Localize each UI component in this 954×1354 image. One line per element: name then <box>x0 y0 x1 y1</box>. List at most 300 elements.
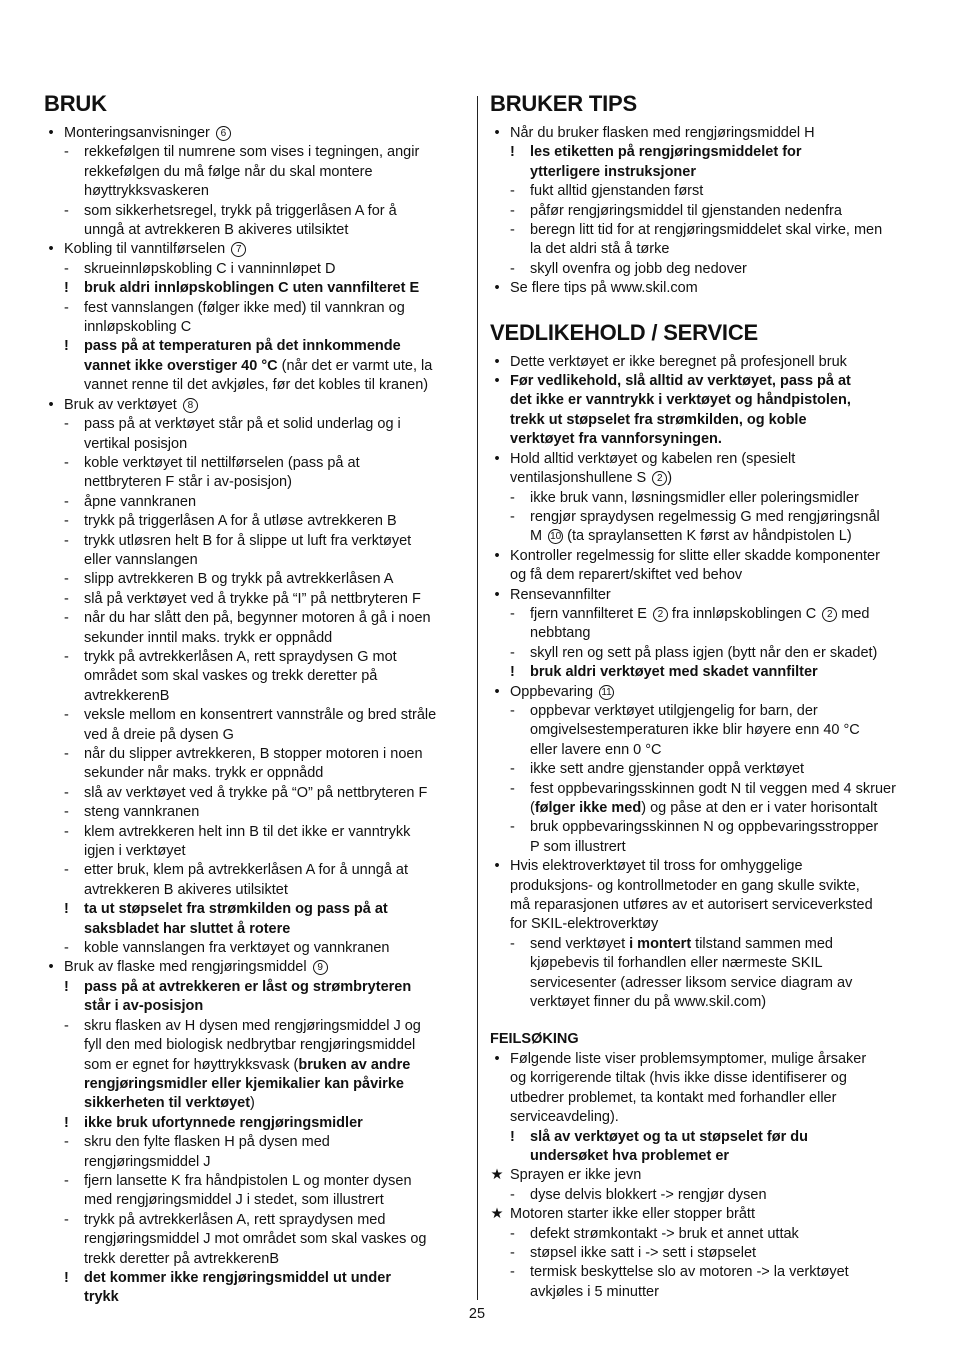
list-item-continuation <box>490 1069 915 1088</box>
dash-marker: - <box>510 202 515 219</box>
list-item-continuation <box>44 764 469 783</box>
item-text: koble vannslangen fra verktøyet og vannkranen <box>84 940 390 957</box>
list-item <box>490 760 915 779</box>
item-text: servicesenter (adresser liksom service diagram av <box>530 974 853 991</box>
bullet-marker: • <box>494 373 500 390</box>
item-text: Sprayen er ikke jevn <box>510 1167 642 1184</box>
figure-reference-number: 6 <box>216 126 231 141</box>
feilsoking-list <box>490 1050 915 1302</box>
figure-reference-number: 7 <box>231 242 246 257</box>
item-text: kjøpebevis til forhandlen eller nærmeste SKIL <box>530 955 823 972</box>
item-text: åpne vannkranen <box>84 493 197 510</box>
item-text: skyll ren og sett på plass igjen (bytt når den er skadet) <box>530 644 878 661</box>
list-item <box>490 221 915 240</box>
item-text: nettbryteren F står i av-posisjon) <box>84 474 292 491</box>
bullet-marker: • <box>494 683 500 700</box>
list-item <box>490 644 915 663</box>
item-text: klem avtrekkeren helt inn B til det ikke er vanntrykk <box>84 823 411 840</box>
list-item-continuation <box>44 318 469 337</box>
item-text: unngå at avtrekkeren B akiveres utilsiktet <box>84 222 349 239</box>
item-text: Se flere tips på www.skil.com <box>510 280 698 297</box>
list-item <box>44 784 469 803</box>
figure-reference-number: 9 <box>313 960 328 975</box>
item-text: undersøket hva problemet er <box>530 1147 730 1164</box>
list-item <box>44 260 469 279</box>
list-item-continuation <box>44 997 469 1016</box>
item-text: når du har slått den på, begynner motoren å gå i noen <box>84 610 431 627</box>
item-text: ventilasjonshullene S <box>510 470 647 487</box>
list-item <box>490 780 915 799</box>
item-text: trykk utløsren helt B for å slippe ut luft fra verktøyet <box>84 532 412 549</box>
item-text: pass på at verktøyet står på et solid underlag og i <box>84 416 401 433</box>
item-text: M <box>530 528 543 545</box>
item-text-bold: følger ikke med <box>534 800 642 816</box>
list-item-continuation <box>44 182 469 201</box>
list-item <box>490 124 915 143</box>
item-text: veksle mellom en konsentrert vannstråle og bred stråle <box>84 707 437 724</box>
list-item-continuation <box>44 357 469 376</box>
list-item <box>44 861 469 880</box>
dash-marker: - <box>510 1225 515 1242</box>
dash-marker: - <box>64 1172 69 1189</box>
page-number: 25 <box>468 1306 486 1322</box>
list-item <box>490 683 915 702</box>
bullet-marker: • <box>48 125 54 141</box>
list-item-continuation <box>490 721 915 740</box>
item-text: bruk oppbevaringsskinnen N og oppbevaringsstropper <box>530 819 879 836</box>
item-text: avtrekkeren B akiveres utilsiktet <box>84 881 288 898</box>
item-text: utbedrer problemet, ta kontakt med forhandler eller <box>510 1089 837 1106</box>
list-item <box>490 279 915 298</box>
item-text: Bruk av flaske med rengjøringsmiddel <box>64 959 307 976</box>
list-item <box>490 202 915 221</box>
dash-marker: - <box>64 707 69 724</box>
list-item-continuation <box>44 842 469 861</box>
list-item <box>490 1186 915 1205</box>
item-text: dyse delvis blokkert -> rengjør dysen <box>530 1186 767 1203</box>
list-item-continuation <box>44 1056 469 1075</box>
list-item <box>490 353 915 372</box>
list-item-continuation <box>490 163 915 182</box>
dash-marker: - <box>510 702 515 719</box>
list-item <box>490 1263 915 1282</box>
warning-marker: ! <box>510 144 515 161</box>
list-item-continuation <box>44 473 469 492</box>
item-text: vannet renne til det avkjøles, før det kobles til kranen) <box>84 377 429 394</box>
item-text: Bruk av verktøyet <box>64 396 177 413</box>
item-text: eller lavere enn 0 °C <box>530 741 662 758</box>
dash-marker: - <box>64 144 69 161</box>
list-item-continuation <box>490 624 915 643</box>
bullet-marker: • <box>48 959 54 976</box>
item-text: oppbevar verktøyet utilgjengelig for barn, der <box>530 702 818 719</box>
warning-marker: ! <box>64 1114 69 1131</box>
item-text: nebbtang <box>530 625 591 642</box>
item-text: eller vannslangen <box>84 551 198 568</box>
list-item-continuation <box>490 527 915 546</box>
item-text: rengjøringsmiddel J <box>84 1153 211 1170</box>
list-item <box>44 454 469 473</box>
list-item <box>44 745 469 764</box>
item-text: for SKIL-elektroverktøy <box>510 916 659 933</box>
list-item <box>44 299 469 318</box>
item-text-bold: i montert <box>629 935 692 952</box>
list-item-continuation <box>44 1191 469 1210</box>
list-item-continuation <box>490 1147 915 1166</box>
list-item <box>44 590 469 609</box>
item-text: trekk ut støpselet fra strømkilden, og koble <box>510 411 807 428</box>
list-item-continuation <box>490 240 915 259</box>
item-text: serviceavdeling). <box>510 1109 619 1126</box>
dash-marker: - <box>510 780 515 797</box>
list-item-continuation <box>490 469 915 488</box>
dash-marker: - <box>64 1017 69 1034</box>
item-text: slå på verktøyet ved å trykke på “I” på nettbryteren F <box>84 590 421 607</box>
item-text: påfør rengjøringsmiddel til gjenstanden nedenfra <box>530 202 842 219</box>
item-text: termisk beskyttelse slo av motoren -> la verktøyet <box>530 1264 849 1281</box>
list-item <box>44 823 469 842</box>
section-title-vedlikehold: VEDLIKEHOLD / SERVICE <box>490 319 758 345</box>
item-text: ikke bruk ufortynnede rengjøringsmidler <box>84 1114 363 1131</box>
dash-marker: - <box>510 508 515 525</box>
list-item <box>490 605 915 624</box>
item-text: trykk på avtrekkerlåsen A, rett spraydysen med <box>84 1211 386 1228</box>
item-text: fra innløpskoblingen C <box>667 605 817 622</box>
bullet-marker: • <box>494 858 500 875</box>
list-item-continuation <box>44 881 469 900</box>
item-text: etter bruk, klem på avtrekkerlåsen A for å unngå at <box>84 862 409 879</box>
vedlikehold-list <box>490 353 915 1013</box>
dash-marker: - <box>510 1264 515 1281</box>
bruk-list <box>44 124 469 1308</box>
item-text: området som skal vaskes og trekk deretter på <box>84 668 378 685</box>
list-item-continuation <box>44 1036 469 1055</box>
list-item <box>490 489 915 508</box>
list-item-continuation <box>44 1094 469 1113</box>
item-text: må reparasjonen utføres av et autorisert serviceverksted <box>510 897 873 914</box>
list-item <box>44 124 469 143</box>
list-item <box>44 493 469 512</box>
list-item <box>490 1205 915 1224</box>
list-item <box>44 1269 469 1288</box>
item-text: steng vannkranen <box>84 804 200 821</box>
item-text: slipp avtrekkeren B og trykk på avtrekkerlåsen A <box>84 571 394 588</box>
item-text: verktøyet fra vannforsyningen. <box>510 431 722 448</box>
list-item-continuation <box>490 993 915 1012</box>
list-item <box>44 415 469 434</box>
item-text: omgivelsestemperaturen ikke blir høyere enn 40 °C <box>530 722 860 739</box>
item-text: send verktøyet <box>530 935 630 952</box>
dash-marker: - <box>64 590 69 607</box>
dash-marker: - <box>510 489 515 506</box>
dash-marker: - <box>64 1211 69 1228</box>
item-text: sekunder inntil maks. trykk er oppnådd <box>84 629 333 646</box>
dash-marker: - <box>510 819 515 836</box>
item-text: vannet ikke overstiger 40 °C <box>84 357 278 374</box>
item-text: bruk aldri innløpskoblingen C uten vannfilteret E <box>84 280 420 297</box>
item-text: beregn litt tid for at rengjøringsmiddelet skal virke, men <box>530 222 883 239</box>
warning-marker: ! <box>64 978 69 995</box>
list-item <box>490 702 915 721</box>
warning-marker: ! <box>64 901 69 918</box>
dash-marker: - <box>64 862 69 879</box>
list-item-continuation <box>44 920 469 939</box>
list-item-continuation <box>490 915 915 934</box>
dash-marker: - <box>510 935 515 952</box>
item-text: P som illustrert <box>530 838 626 855</box>
item-text: la det aldri stå å tørke <box>530 241 670 258</box>
item-text: koble verktøyet til nettilførselen (pass på at <box>84 454 360 471</box>
list-item-continuation <box>44 221 469 240</box>
item-text: innløpskobling C <box>84 319 192 336</box>
figure-reference-number: 2 <box>653 607 668 622</box>
figure-reference-number: 10 <box>550 531 562 543</box>
figure-reference-number: 2 <box>652 471 667 486</box>
dash-marker: - <box>64 260 69 277</box>
item-text: igjen i verktøyet <box>84 843 186 860</box>
warning-marker: ! <box>64 1269 69 1286</box>
list-item-continuation <box>44 667 469 686</box>
item-text: med rengjøringsmiddel J i stedet, som illustrert <box>84 1192 384 1209</box>
list-item-continuation <box>490 1108 915 1127</box>
list-item <box>490 260 915 279</box>
item-text: rekkefølgen du må følge når du skal montere <box>84 163 373 180</box>
item-text: ta ut støpselet fra strømkilden og pass på at <box>84 901 388 918</box>
bullet-marker: • <box>48 241 54 258</box>
figure-reference-number: 2 <box>822 607 837 622</box>
column-divider <box>477 96 478 1300</box>
dash-marker: - <box>64 823 69 840</box>
item-text: ) og påse at den er i vater horisontalt <box>641 800 878 816</box>
item-text: rekkefølgen til numrene som vises i tegningen, angir <box>84 144 420 161</box>
list-item <box>44 337 469 356</box>
list-item <box>44 609 469 628</box>
bullet-marker: • <box>494 280 500 297</box>
list-item-continuation <box>44 1288 469 1307</box>
list-item <box>44 279 469 298</box>
item-text: rengjøringsmidler eller kjemikalier kan påvirke <box>84 1075 404 1092</box>
item-text: fukt alltid gjenstanden først <box>530 183 704 200</box>
bullet-marker: • <box>48 396 54 413</box>
dash-marker: - <box>510 1244 515 1261</box>
bullet-marker: • <box>494 450 500 467</box>
item-text: sikkerheten til verktøyet <box>84 1095 251 1112</box>
item-text: saksbladet har sluttet å rotere <box>84 920 291 937</box>
dash-marker: - <box>64 493 69 510</box>
list-item-continuation <box>44 1075 469 1094</box>
list-item-continuation <box>44 376 469 395</box>
item-text: ikke bruk vann, løsningsmidler eller poleringsmidler <box>530 489 859 506</box>
item-text: det ikke er vanntrykk i verktøyet og håndpistolen, <box>510 392 851 409</box>
item-text: slå av verktøyet og ta ut støpselet før du <box>530 1128 808 1145</box>
warning-marker: ! <box>510 664 515 681</box>
item-text: Monteringsanvisninger <box>64 125 210 141</box>
list-item <box>44 396 469 415</box>
list-item-continuation <box>44 1153 469 1172</box>
dash-marker: - <box>64 202 69 219</box>
item-text: (ta spraylansetten K først av håndpistolen L) <box>563 528 852 545</box>
dash-marker: - <box>64 416 69 433</box>
dash-marker: - <box>64 648 69 665</box>
list-item <box>490 1244 915 1263</box>
list-item <box>44 978 469 997</box>
item-text: fjern lansette K fra håndpistolen L og monter dysen <box>84 1172 412 1189</box>
bullet-marker: • <box>494 547 500 564</box>
dash-marker: - <box>510 644 515 661</box>
list-item <box>490 857 915 876</box>
list-item <box>490 1166 915 1185</box>
list-item <box>490 935 915 954</box>
list-item-continuation <box>490 430 915 449</box>
item-text: pass på at temperaturen på det innkommende <box>84 338 401 355</box>
bullet-marker: • <box>494 125 500 141</box>
item-text: ( <box>530 800 535 816</box>
list-item <box>44 1133 469 1152</box>
list-item <box>490 1128 915 1147</box>
list-item <box>490 663 915 682</box>
section-title-feilsoking: FEILSØKING <box>490 1031 579 1048</box>
item-text: avtrekkerenB <box>84 687 170 704</box>
item-text: trykk på avtrekkerlåsen A, rett spraydysen G mot <box>84 648 397 665</box>
list-item <box>44 1114 469 1133</box>
list-item <box>490 1225 915 1244</box>
item-text: Dette verktøyet er ikke beregnet på profesjonell bruk <box>510 353 847 370</box>
item-text: ved å dreie på dysen G <box>84 726 234 743</box>
list-item <box>490 143 915 162</box>
bullet-marker: • <box>494 1050 500 1067</box>
list-item-continuation <box>44 163 469 182</box>
dash-marker: - <box>64 804 69 821</box>
list-item <box>490 586 915 605</box>
list-item-continuation <box>44 1230 469 1249</box>
dash-marker: - <box>64 1134 69 1151</box>
list-item-continuation <box>490 411 915 430</box>
item-text: vertikal posisjon <box>84 435 188 452</box>
item-text: når du slipper avtrekkeren, B stopper motoren i noen <box>84 746 423 762</box>
section-title-bruker-tips: BRUKER TIPS <box>490 91 637 116</box>
list-item-continuation <box>490 1089 915 1108</box>
list-item <box>44 1211 469 1230</box>
item-text: og få dem reparert/skiftet ved behov <box>510 567 743 584</box>
list-item <box>44 143 469 162</box>
item-text: Følgende liste viser problemsymptomer, mulige årsaker <box>510 1050 867 1067</box>
list-item <box>490 1050 915 1069</box>
item-text: les etiketten på rengjøringsmiddelet for <box>530 144 802 161</box>
item-text: produksjons- og kontrollmetoder en gang skulle svikte, <box>510 877 860 894</box>
list-item-continuation <box>490 838 915 857</box>
warning-marker: ! <box>510 1128 515 1145</box>
item-text: bruk aldri verktøyet med skadet vannfilter <box>530 664 818 681</box>
list-item-continuation <box>490 741 915 760</box>
list-item <box>44 202 469 221</box>
figure-reference-number: 8 <box>183 398 198 413</box>
list-item-continuation <box>490 974 915 993</box>
warning-marker: ! <box>64 280 69 297</box>
item-text: skru den fylte flasken H på dysen med <box>84 1134 330 1151</box>
list-item <box>44 512 469 531</box>
list-item-continuation <box>490 954 915 973</box>
list-item <box>490 818 915 837</box>
item-text: Oppbevaring <box>510 683 594 700</box>
dash-marker: - <box>64 532 69 549</box>
list-item <box>44 706 469 725</box>
right-column <box>490 90 915 1302</box>
item-text: med <box>837 605 870 622</box>
warning-marker: ! <box>64 338 69 355</box>
list-item-continuation <box>490 1283 915 1302</box>
item-text: trykk <box>84 1289 119 1306</box>
list-item-continuation <box>44 1250 469 1269</box>
item-text: verktøyet finner du på www.skil.com) <box>530 994 767 1011</box>
section-title-bruk: BRUK <box>44 91 107 116</box>
dash-marker: - <box>510 605 515 622</box>
dash-marker: - <box>64 299 69 316</box>
item-text: Hold alltid verktøyet og kabelen ren (spesielt <box>510 450 796 467</box>
bruker-tips-list <box>490 124 915 299</box>
figure-reference-number: 11 <box>599 685 614 700</box>
item-text: det kommer ikke rengjøringsmiddel ut under <box>84 1269 391 1286</box>
item-text: tilstand sammen med <box>691 935 833 952</box>
list-item-continuation <box>44 551 469 570</box>
item-text: støpsel ikke satt i -> sett i støpselet <box>530 1244 757 1261</box>
list-item <box>44 939 469 958</box>
list-item-continuation <box>44 687 469 706</box>
list-item <box>490 372 915 391</box>
dash-marker: - <box>64 454 69 471</box>
list-item-continuation <box>490 799 915 818</box>
item-text: defekt strømkontakt -> bruk et annet uttak <box>530 1225 799 1242</box>
list-item-continuation <box>44 629 469 648</box>
list-item-continuation <box>490 877 915 896</box>
item-text-bold: bruken av andre <box>298 1056 411 1073</box>
item-text: står i av-posisjon <box>84 998 204 1015</box>
item-text: ) <box>667 470 673 487</box>
item-text: fest oppbevaringsskinnen godt N til veggen med 4 skruer <box>530 780 896 797</box>
dash-marker: - <box>510 222 515 239</box>
dash-marker: - <box>64 940 69 957</box>
bullet-marker: • <box>494 586 500 603</box>
item-text: Kobling til vanntilførselen <box>64 241 226 258</box>
dash-marker: - <box>64 746 69 762</box>
star-marker: ★ <box>490 1167 504 1184</box>
item-text: Før vedlikehold, slå alltid av verktøyet, pass på at <box>510 373 851 390</box>
item-text: Når du bruker flasken med rengjøringsmiddel H <box>510 125 815 141</box>
item-text: pass på at avtrekkeren er låst og strømbryteren <box>84 978 412 995</box>
list-item <box>44 900 469 919</box>
list-item <box>44 958 469 977</box>
dash-marker: - <box>510 183 515 200</box>
item-text: fyll den med biologisk nedbrytbar rengjøringsmiddel <box>84 1037 416 1054</box>
dash-marker: - <box>64 610 69 627</box>
dash-marker: - <box>64 784 69 801</box>
list-item <box>44 570 469 589</box>
item-text: trekk deretter på avtrekkerenB <box>84 1250 280 1267</box>
item-text: sekunder når maks. trykk er oppnådd <box>84 765 324 782</box>
list-item <box>490 450 915 469</box>
list-item-continuation <box>44 726 469 745</box>
list-item <box>44 532 469 551</box>
item-text: Rensevannfilter <box>510 586 611 603</box>
dash-marker: - <box>64 571 69 588</box>
item-text: Motoren starter ikke eller stopper brått <box>510 1206 755 1223</box>
bullet-marker: • <box>494 353 500 370</box>
left-column <box>44 90 469 1308</box>
list-item <box>44 803 469 822</box>
item-text: og korrigerende tiltak (hvis ikke disse identifiserer og <box>510 1070 847 1087</box>
item-text: skrueinnløpskobling C i vanninnløpet D <box>84 260 336 277</box>
dash-marker: - <box>510 260 515 277</box>
item-text: Hvis elektroverktøyet til tross for omhyggelige <box>510 858 803 875</box>
